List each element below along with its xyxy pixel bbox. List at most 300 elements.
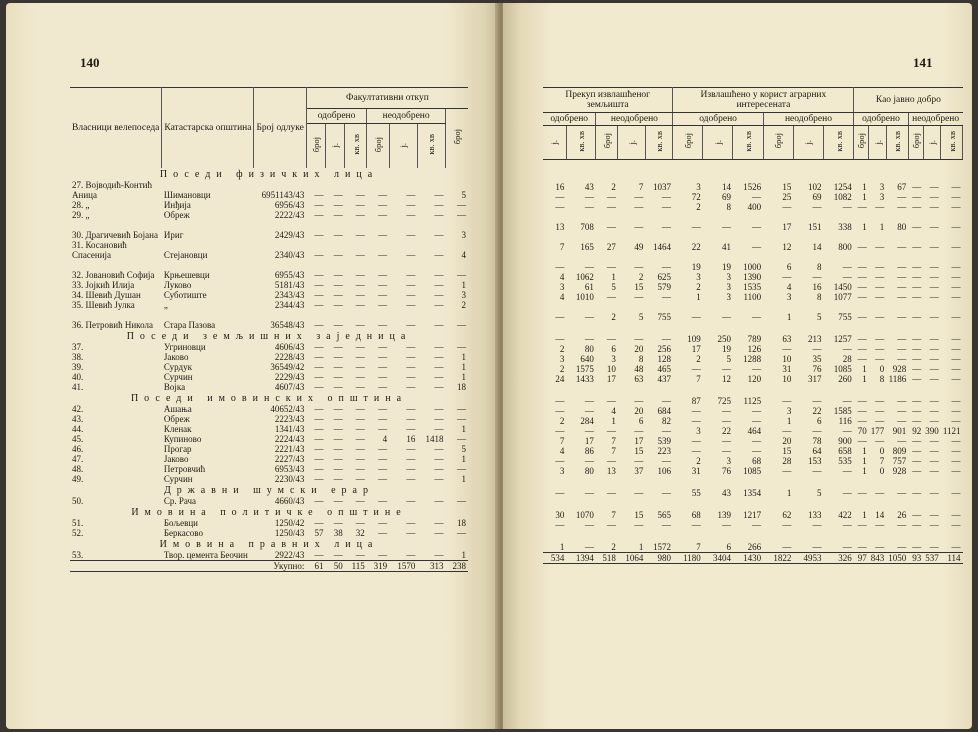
- value-cell: —: [634, 520, 644, 530]
- value-cell: —: [406, 229, 416, 240]
- value-cell: 1: [862, 192, 867, 202]
- value-cell: 15: [634, 510, 644, 520]
- value-cell: —: [929, 520, 939, 530]
- value-cell: —: [457, 403, 466, 414]
- value-cell: —: [912, 344, 922, 354]
- value-cell: —: [457, 319, 466, 330]
- value-cell: —: [406, 371, 416, 382]
- decision-cell: 6956/43: [274, 199, 305, 210]
- owner-cell: [70, 464, 162, 474]
- value-cell: —: [912, 312, 922, 322]
- value-cell: 6: [786, 262, 792, 272]
- value-cell: 30: [555, 510, 565, 520]
- value-cell: —: [333, 299, 343, 310]
- value-cell: —: [634, 262, 644, 272]
- section-spacer: [543, 160, 963, 173]
- header-approved: одобрено: [854, 113, 909, 126]
- value-cell: —: [457, 527, 466, 538]
- table-row: [70, 434, 468, 444]
- decision-cell: 2230/43: [274, 473, 305, 484]
- value-cell: —: [857, 202, 867, 212]
- value-cell: 19: [721, 344, 731, 354]
- table-row: [70, 220, 468, 240]
- municipality-cell: Сурдук: [163, 361, 192, 372]
- value-cell: —: [782, 202, 792, 212]
- value-cell: —: [434, 517, 444, 528]
- value-cell: 7: [611, 436, 616, 446]
- row-number: 31.: [72, 239, 84, 250]
- value-cell: 31: [782, 364, 792, 374]
- table-row: [543, 416, 963, 426]
- value-cell: —: [434, 549, 444, 560]
- value-cell: —: [355, 403, 365, 414]
- header-count-total: број: [452, 129, 462, 145]
- value-cell: 6: [611, 344, 616, 354]
- owner-cell: [70, 280, 162, 290]
- value-cell: 1: [879, 222, 885, 232]
- header-kv: [824, 126, 854, 160]
- value-cell: —: [951, 262, 961, 272]
- value-cell: —: [875, 312, 885, 322]
- decision-cell: 1341/43: [274, 423, 305, 434]
- value-cell: 8: [638, 354, 644, 364]
- value-cell: 20: [782, 436, 792, 446]
- value-cell: —: [457, 341, 466, 352]
- value-cell: 7: [638, 182, 644, 192]
- value-cell: 68: [691, 510, 701, 520]
- value-cell: —: [606, 292, 616, 302]
- value-cell: —: [457, 199, 466, 210]
- header-label: кв. хв: [576, 130, 587, 152]
- value-cell: 3: [559, 466, 565, 476]
- section-spacer: [543, 476, 963, 488]
- owner-cell: [70, 424, 162, 434]
- value-cell: 3: [696, 272, 701, 282]
- value-cell: —: [314, 423, 324, 434]
- value-cell: —: [378, 371, 388, 382]
- municipality-cell: Крњешевци: [163, 269, 210, 280]
- value-cell: 2: [559, 344, 565, 354]
- header-j: [543, 126, 566, 160]
- section-title: Имовина политичке општине: [131, 506, 407, 518]
- value-cell: —: [584, 192, 594, 202]
- value-cell: 390: [925, 426, 939, 436]
- value-cell: 17: [634, 436, 644, 446]
- value-cell: 19: [721, 262, 731, 272]
- value-cell: —: [378, 381, 388, 392]
- value-cell: 1572: [652, 542, 671, 552]
- value-cell: —: [584, 488, 594, 498]
- decision-cell: 1250/42: [274, 517, 305, 528]
- value-cell: —: [752, 222, 762, 232]
- value-cell: 15: [782, 446, 792, 456]
- value-cell: —: [752, 406, 762, 416]
- table-row: [70, 280, 468, 290]
- value-cell: —: [434, 527, 444, 538]
- total-cell: 1394: [566, 553, 595, 564]
- value-cell: 5: [461, 443, 466, 454]
- table-row: [70, 404, 468, 414]
- value-cell: 3: [461, 289, 466, 300]
- owner-cell: [70, 362, 162, 372]
- value-cell: 2: [696, 202, 701, 212]
- value-cell: —: [661, 334, 671, 344]
- value-cell: —: [929, 222, 939, 232]
- value-cell: 165: [580, 242, 594, 252]
- value-cell: —: [951, 344, 961, 354]
- value-cell: —: [912, 242, 922, 252]
- table-row: [70, 382, 468, 392]
- value-cell: 7: [696, 374, 701, 384]
- value-cell: —: [929, 354, 939, 364]
- value-cell: —: [634, 456, 644, 466]
- value-cell: —: [314, 403, 324, 414]
- header-not-approved: неодобрено: [367, 109, 446, 124]
- value-cell: —: [951, 456, 961, 466]
- value-cell: —: [875, 416, 885, 426]
- value-cell: —: [355, 423, 365, 434]
- value-cell: —: [812, 426, 822, 436]
- value-cell: 3: [726, 292, 731, 302]
- value-cell: —: [434, 299, 444, 310]
- value-cell: 3: [559, 354, 565, 364]
- value-cell: 7: [559, 242, 565, 252]
- value-cell: 14: [812, 242, 822, 252]
- table-row: [543, 212, 963, 232]
- value-cell: —: [897, 334, 907, 344]
- value-cell: 658: [838, 446, 852, 456]
- owner-name: Војводић-Контић Аница: [72, 179, 152, 200]
- value-cell: 928: [892, 466, 907, 476]
- value-cell: 0: [879, 446, 885, 456]
- value-cell: —: [912, 272, 922, 282]
- table-row: [543, 406, 963, 416]
- value-cell: 7: [559, 436, 565, 446]
- row-number: 42.: [72, 403, 84, 414]
- row-number: 30.: [72, 229, 84, 240]
- value-cell: 250: [717, 334, 731, 344]
- value-cell: —: [661, 262, 671, 272]
- owner-cell: [70, 454, 162, 464]
- value-cell: —: [333, 361, 343, 372]
- value-cell: —: [897, 262, 907, 272]
- header-count: број: [306, 124, 325, 168]
- owner-name: Шевић Душан: [85, 289, 141, 300]
- value-cell: 565: [657, 510, 671, 520]
- municipality-cell: Обреж: [163, 209, 190, 220]
- value-cell: 1: [461, 423, 466, 434]
- row-number: 39.: [72, 361, 84, 372]
- value-cell: 3: [879, 192, 885, 202]
- value-cell: —: [875, 242, 885, 252]
- value-cell: —: [875, 396, 885, 406]
- header-kv: [566, 126, 595, 160]
- value-cell: —: [929, 436, 939, 446]
- value-cell: —: [555, 262, 565, 272]
- value-cell: 7: [611, 446, 616, 456]
- value-cell: —: [912, 222, 922, 232]
- value-cell: —: [406, 189, 416, 200]
- value-cell: 2: [559, 416, 565, 426]
- totals-row: [543, 553, 963, 564]
- value-cell: —: [875, 406, 885, 416]
- value-cell: 1: [696, 292, 701, 302]
- value-cell: —: [782, 520, 792, 530]
- owner-name: Драгичевић Бојана: [85, 229, 158, 240]
- value-cell: —: [378, 249, 388, 260]
- value-cell: —: [434, 189, 444, 200]
- value-cell: —: [951, 416, 961, 426]
- value-cell: —: [606, 222, 616, 232]
- value-cell: —: [378, 453, 388, 464]
- value-cell: 1: [461, 473, 466, 484]
- value-cell: 3: [786, 406, 792, 416]
- value-cell: —: [355, 413, 365, 424]
- value-cell: —: [634, 222, 644, 232]
- value-cell: 3: [879, 182, 885, 192]
- value-cell: 1: [786, 312, 792, 322]
- row-number: 47.: [72, 453, 84, 464]
- value-cell: —: [434, 269, 444, 280]
- value-cell: —: [857, 396, 867, 406]
- decision-cell: 40652/43: [270, 403, 305, 414]
- value-cell: 55: [691, 488, 701, 498]
- municipality-cell: Угриновци: [163, 341, 206, 352]
- value-cell: —: [721, 406, 731, 416]
- table-row: [70, 464, 468, 474]
- header-label: кв. хв: [833, 130, 844, 152]
- value-cell: 1: [559, 542, 565, 552]
- decision-cell: 6951143/43: [261, 189, 305, 200]
- owner-name: Шевић Јулка: [85, 299, 135, 310]
- owner-cell: [70, 444, 162, 454]
- value-cell: 102: [808, 182, 822, 192]
- value-cell: 1535: [743, 282, 762, 292]
- value-cell: —: [842, 542, 852, 552]
- value-cell: 284: [580, 416, 594, 426]
- value-cell: 1: [786, 488, 792, 498]
- total-cell: 3404: [703, 553, 733, 564]
- value-cell: 213: [808, 334, 822, 344]
- value-cell: —: [378, 413, 388, 424]
- value-cell: 120: [747, 374, 762, 384]
- header-kv: [733, 126, 763, 160]
- value-cell: 35: [812, 354, 822, 364]
- value-cell: —: [842, 344, 852, 354]
- value-cell: —: [584, 542, 594, 552]
- value-cell: —: [897, 272, 907, 282]
- value-cell: —: [333, 423, 343, 434]
- value-cell: —: [691, 436, 701, 446]
- value-cell: —: [606, 520, 616, 530]
- value-cell: 76: [721, 466, 731, 476]
- value-cell: —: [782, 272, 792, 282]
- value-cell: 15: [782, 182, 792, 192]
- section-title: Поседи физичких лица: [159, 168, 379, 180]
- table-row: [543, 426, 963, 436]
- value-cell: —: [721, 312, 731, 322]
- value-cell: 1062: [575, 272, 594, 282]
- table-row: [543, 456, 963, 466]
- value-cell: —: [897, 202, 907, 212]
- value-cell: —: [457, 495, 466, 506]
- value-cell: 1082: [833, 192, 852, 202]
- total-cell: 115: [345, 560, 367, 571]
- value-cell: —: [333, 443, 343, 454]
- value-cell: 1: [862, 466, 867, 476]
- value-cell: —: [857, 354, 867, 364]
- value-cell: —: [555, 396, 565, 406]
- value-cell: 5: [611, 282, 616, 292]
- value-cell: —: [661, 456, 671, 466]
- value-cell: —: [378, 189, 388, 200]
- value-cell: —: [314, 189, 324, 200]
- value-cell: —: [912, 406, 922, 416]
- value-cell: —: [812, 272, 822, 282]
- value-cell: —: [951, 202, 961, 212]
- value-cell: —: [434, 341, 444, 352]
- owner-cell: [70, 342, 162, 352]
- value-cell: —: [897, 282, 907, 292]
- value-cell: —: [378, 229, 388, 240]
- owner-cell: [70, 220, 162, 240]
- value-cell: —: [875, 272, 885, 282]
- value-cell: 1100: [743, 292, 762, 302]
- value-cell: —: [875, 282, 885, 292]
- value-cell: —: [606, 488, 616, 498]
- value-cell: 1418: [425, 433, 444, 444]
- page-number-right: 141: [913, 55, 933, 70]
- value-cell: —: [584, 262, 594, 272]
- section-row: [70, 168, 468, 180]
- value-cell: 2: [696, 456, 701, 466]
- owner-cell: [70, 300, 162, 310]
- owner-cell: [70, 414, 162, 424]
- value-cell: —: [929, 446, 939, 456]
- value-cell: 789: [747, 334, 762, 344]
- municipality-cell: Ашања: [163, 403, 192, 414]
- value-cell: —: [606, 202, 616, 212]
- value-cell: 15: [634, 282, 644, 292]
- value-cell: —: [378, 549, 388, 560]
- value-cell: —: [378, 279, 388, 290]
- value-cell: 72: [691, 192, 701, 202]
- value-cell: 4: [559, 272, 565, 282]
- value-cell: —: [555, 312, 565, 322]
- section-spacer: [543, 498, 963, 510]
- value-cell: —: [333, 189, 343, 200]
- table-row: [543, 466, 963, 476]
- value-cell: —: [691, 446, 701, 456]
- header-label: ј.: [803, 140, 814, 145]
- value-cell: —: [951, 292, 961, 302]
- value-cell: 68: [752, 456, 762, 466]
- value-cell: —: [812, 542, 822, 552]
- value-cell: —: [355, 279, 365, 290]
- left-table: [70, 87, 468, 572]
- value-cell: —: [951, 354, 961, 364]
- value-cell: —: [929, 202, 939, 212]
- value-cell: —: [752, 364, 762, 374]
- value-cell: —: [333, 549, 343, 560]
- value-cell: —: [897, 242, 907, 252]
- value-cell: 13: [555, 222, 565, 232]
- value-cell: 32: [355, 527, 365, 538]
- owner-cell: [70, 382, 162, 392]
- value-cell: —: [897, 406, 907, 416]
- table-row: [543, 344, 963, 354]
- value-cell: —: [333, 269, 343, 280]
- value-cell: —: [634, 202, 644, 212]
- header-label: број: [856, 133, 867, 149]
- value-cell: —: [606, 334, 616, 344]
- value-cell: 177: [870, 426, 885, 436]
- row-number: 53.: [72, 549, 84, 560]
- value-cell: —: [912, 334, 922, 344]
- header-label: ј.: [872, 140, 883, 145]
- owner-cell: [70, 210, 162, 220]
- owner-cell: [70, 474, 162, 484]
- value-cell: 5: [817, 488, 822, 498]
- table-row: [543, 282, 963, 292]
- table-row: [543, 272, 963, 282]
- value-cell: —: [406, 549, 416, 560]
- book-spread: [6, 3, 972, 729]
- value-cell: —: [634, 488, 644, 498]
- total-cell: 537: [925, 553, 939, 563]
- value-cell: —: [355, 351, 365, 362]
- value-cell: 640: [580, 354, 594, 364]
- value-cell: —: [842, 202, 852, 212]
- value-cell: —: [333, 351, 343, 362]
- header-count: [854, 126, 869, 160]
- value-cell: 625: [657, 272, 671, 282]
- table-row: [543, 436, 963, 446]
- owner-cell: [70, 260, 162, 280]
- value-cell: 7: [696, 542, 701, 552]
- table-row: [70, 342, 468, 352]
- value-cell: —: [951, 436, 961, 446]
- value-cell: 17: [606, 374, 616, 384]
- value-cell: —: [333, 495, 343, 506]
- value-cell: —: [333, 453, 343, 464]
- value-cell: 1121: [942, 426, 961, 436]
- header-optional-buyout: Факултативни откуп: [306, 88, 468, 109]
- value-cell: —: [333, 413, 343, 424]
- table-row: [543, 302, 963, 322]
- value-cell: —: [314, 289, 324, 300]
- value-cell: 2: [696, 282, 701, 292]
- row-number: 29.: [72, 209, 84, 220]
- value-cell: 128: [657, 354, 671, 364]
- value-cell: 2: [611, 312, 616, 322]
- value-cell: —: [857, 406, 867, 416]
- value-cell: 256: [657, 344, 671, 354]
- value-cell: —: [951, 242, 961, 252]
- header-label: број: [682, 133, 693, 149]
- value-cell: —: [378, 517, 388, 528]
- value-cell: 16: [812, 282, 822, 292]
- value-cell: —: [606, 192, 616, 202]
- row-number: 32.: [72, 269, 84, 280]
- value-cell: 10: [606, 364, 616, 374]
- table-row: [70, 518, 468, 528]
- value-cell: —: [406, 463, 416, 474]
- value-cell: —: [584, 520, 594, 530]
- value-cell: 901: [892, 426, 907, 436]
- value-cell: —: [897, 436, 907, 446]
- value-cell: 1125: [743, 396, 762, 406]
